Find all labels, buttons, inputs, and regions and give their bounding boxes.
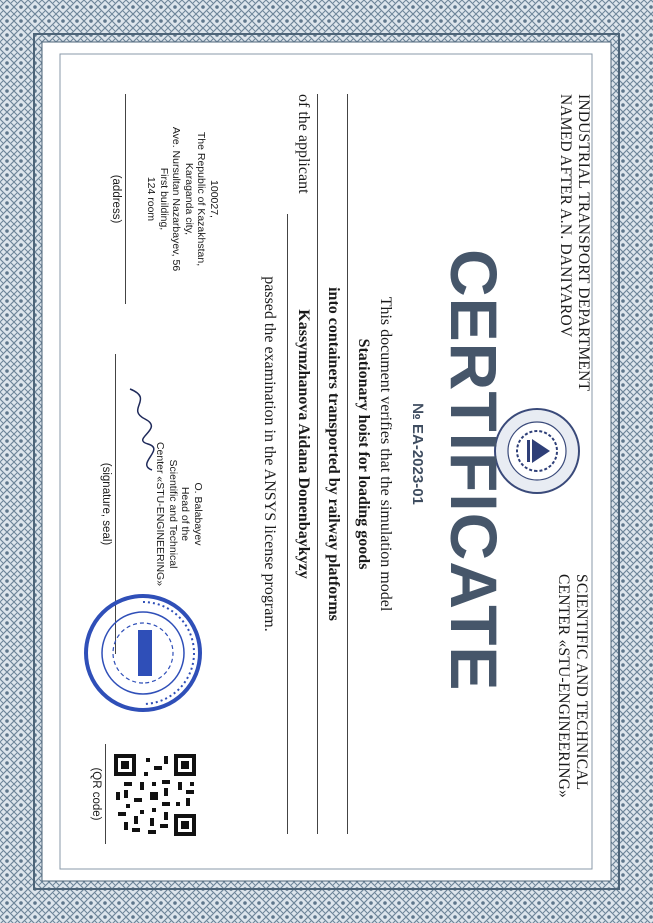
address-line-3: Karaganda city, — [183, 162, 195, 236]
address-block — [145, 94, 220, 304]
signatory-title-2: Scientific and Technical — [167, 459, 179, 569]
signature — [120, 384, 160, 474]
verifies-text: This document verifies that the simulation model — [377, 296, 394, 612]
address-caption: (address) — [110, 174, 122, 224]
address-underline — [125, 94, 126, 304]
address-line-6: 124 room — [145, 176, 158, 222]
applicant-label: of the applicant — [295, 94, 312, 194]
department-line-2: NAMED AFTER A.N. DANIYAROV — [557, 94, 574, 338]
model-line-2: into containers transported by railway platforms — [325, 287, 342, 621]
model-line-1: Stationary hoist for loading goods — [355, 338, 372, 570]
model-underline-2 — [317, 94, 318, 834]
center-name — [554, 574, 590, 874]
signatory-title-3: Center «STU-ENGINEERING» — [154, 441, 167, 587]
qr-code — [112, 752, 198, 838]
certificate-number: № EA-2023-01 — [409, 403, 426, 505]
address-line-1: 100027, — [208, 180, 220, 218]
department-name — [556, 94, 592, 424]
qr-caption: (QR code) — [90, 767, 102, 821]
signatory-title-1: Head of the — [179, 486, 192, 542]
university-seal — [82, 592, 204, 714]
certificate-title: CERTIFICATE — [437, 249, 511, 692]
model-underline-1 — [347, 94, 348, 834]
passed-text: passed the examination in the ANSYS license program. — [261, 276, 278, 632]
applicant-name: Kassymzhanova Aidana Donenbaykyzy — [295, 309, 312, 579]
address-line-5: First building, — [158, 167, 170, 231]
certificate-body — [60, 54, 592, 869]
signatory-name: O. Balabayev — [192, 482, 204, 546]
qr-underline — [105, 744, 106, 844]
address-line-4: Ave. Nursultan Nazarbayev, 56 — [170, 126, 183, 272]
address-line-2: The Republic of Kazakhstan, — [195, 131, 208, 267]
signatory-block — [154, 424, 204, 604]
signature-caption: (signature, seal) — [100, 462, 112, 546]
center-line-2: CENTER «STU-ENGINEERING» — [555, 574, 572, 798]
applicant-underline — [287, 214, 288, 834]
department-line-1: INDUSTRIAL TRANSPORT DEPARTMENT — [575, 94, 592, 392]
center-line-1: SCIENTIFIC AND TECHNICAL — [573, 574, 590, 791]
